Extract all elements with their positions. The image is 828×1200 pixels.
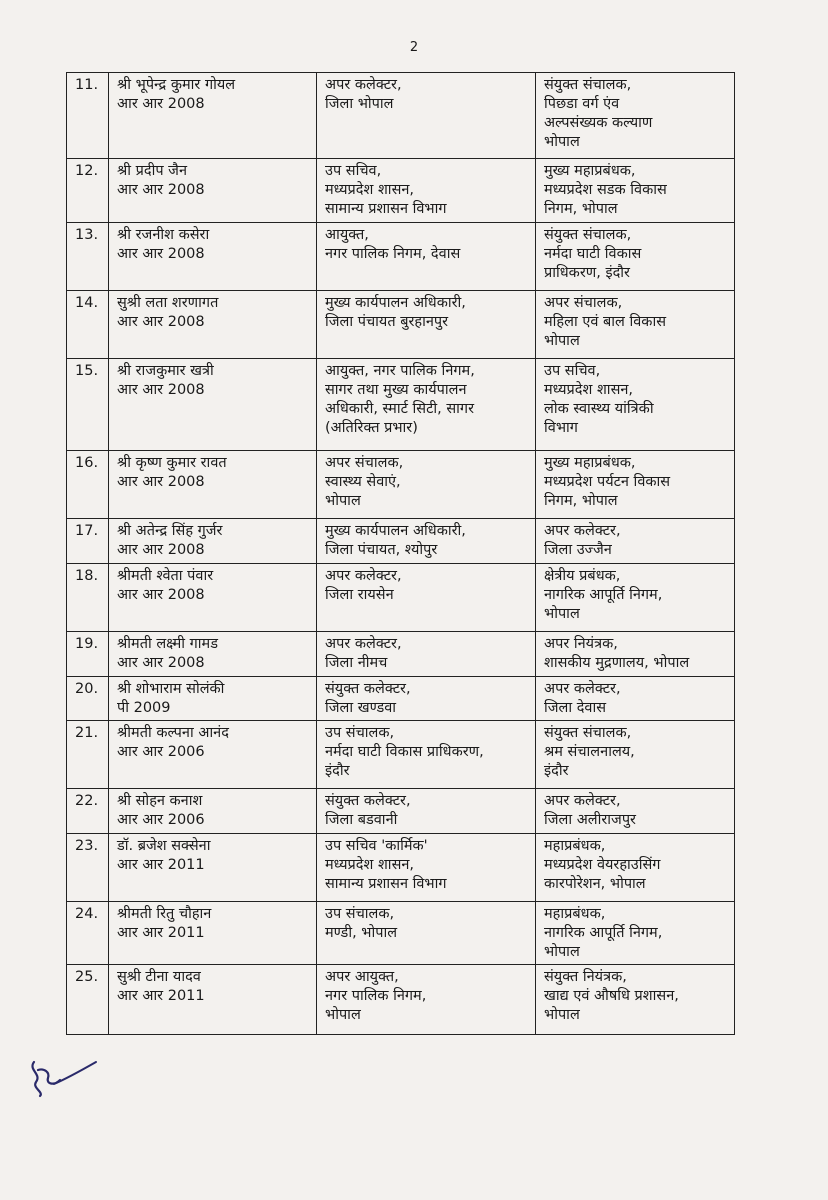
current-posting-cell (317, 73, 536, 159)
current-posting-line: आयुक्त, (325, 227, 369, 243)
current-posting-line: अपर कलेक्टर, (325, 77, 402, 93)
officer-name-line: आर आर 2008 (117, 182, 205, 198)
current-posting-line: मध्यप्रदेश शासन, (325, 857, 415, 873)
serial-number: 23. (67, 834, 109, 902)
new-posting-cell (536, 965, 735, 1035)
current-posting-line: उप सचिव, (325, 163, 382, 179)
officer-name-cell (109, 451, 317, 519)
current-posting-cell (317, 359, 536, 451)
serial-number: 16. (67, 451, 109, 519)
officer-name-line: आर आर 2008 (117, 314, 205, 330)
new-posting-line: संयुक्त नियंत्रक, (544, 969, 627, 985)
table-row (67, 291, 735, 359)
officer-name-cell (109, 564, 317, 632)
officer-name-line: श्रीमती रितु चौहान (117, 906, 212, 922)
new-posting-line: अपर संचालक, (544, 295, 623, 311)
officer-name-line: श्रीमती कल्पना आनंद (117, 725, 229, 741)
serial-number: 21. (67, 721, 109, 789)
new-posting-line: मध्यप्रदेश पर्यटन विकास (544, 474, 671, 490)
current-posting-cell (317, 291, 536, 359)
officer-name-line: आर आर 2011 (117, 857, 205, 873)
officer-name-cell (109, 677, 317, 721)
officer-name-cell (109, 223, 317, 291)
current-posting-cell (317, 965, 536, 1035)
current-posting-line: मुख्य कार्यपालन अधिकारी, (325, 295, 466, 311)
serial-number: 22. (67, 789, 109, 834)
current-posting-line: संयुक्त कलेक्टर, (325, 793, 411, 809)
officer-name-line: आर आर 2011 (117, 925, 205, 941)
new-posting-line: जिला उज्जैन (544, 542, 612, 558)
current-posting-cell (317, 451, 536, 519)
new-posting-line: महाप्रबंधक, (544, 906, 606, 922)
serial-number: 12. (67, 159, 109, 223)
officer-name-cell (109, 159, 317, 223)
new-posting-cell (536, 291, 735, 359)
table-row (67, 677, 735, 721)
current-posting-line: उप सचिव 'कार्मिक' (325, 838, 428, 854)
table-row (67, 73, 735, 159)
new-posting-cell (536, 564, 735, 632)
current-posting-cell (317, 902, 536, 965)
current-posting-line: जिला नीमच (325, 655, 388, 671)
new-posting-line: भोपाल (544, 333, 580, 349)
current-posting-cell (317, 223, 536, 291)
new-posting-line: मुख्य महाप्रबंधक, (544, 455, 636, 471)
new-posting-line: जिला देवास (544, 700, 607, 716)
new-posting-line: पिछडा वर्ग एंव (544, 96, 620, 112)
current-posting-line: सागर तथा मुख्य कार्यपालन (325, 382, 467, 398)
table-row (67, 789, 735, 834)
officer-name-cell (109, 902, 317, 965)
serial-number: 14. (67, 291, 109, 359)
officer-name-line: आर आर 2006 (117, 744, 205, 760)
new-posting-line: मध्यप्रदेश वेयरहाउसिंग (544, 857, 661, 873)
serial-number: 15. (67, 359, 109, 451)
new-posting-line: भोपाल (544, 1007, 580, 1023)
current-posting-line: अपर कलेक्टर, (325, 568, 402, 584)
new-posting-line: संयुक्त संचालक, (544, 725, 632, 741)
serial-number: 11. (67, 73, 109, 159)
current-posting-line: संयुक्त कलेक्टर, (325, 681, 411, 697)
new-posting-line: नर्मदा घाटी विकास (544, 246, 642, 262)
new-posting-line: नागरिक आपूर्ति निगम, (544, 925, 663, 941)
new-posting-cell (536, 789, 735, 834)
current-posting-line: अपर कलेक्टर, (325, 636, 402, 652)
officer-name-line: आर आर 2011 (117, 988, 205, 1004)
current-posting-line: जिला खण्डवा (325, 700, 397, 716)
new-posting-line: उप सचिव, (544, 363, 601, 379)
new-posting-cell (536, 677, 735, 721)
current-posting-line: जिला रायसेन (325, 587, 394, 603)
officer-name-line: श्री शोभाराम सोलंकी (117, 681, 225, 697)
officer-name-cell (109, 721, 317, 789)
officer-name-cell (109, 291, 317, 359)
table-row (67, 359, 735, 451)
new-posting-line: अपर कलेक्टर, (544, 681, 621, 697)
table-row (67, 564, 735, 632)
new-posting-line: खाद्य एवं औषधि प्रशासन, (544, 988, 679, 1004)
current-posting-line: मध्यप्रदेश शासन, (325, 182, 415, 198)
current-posting-line: सामान्य प्रशासन विभाग (325, 876, 447, 892)
new-posting-line: लोक स्वास्थ्य यांत्रिकी (544, 401, 654, 417)
current-posting-line: सामान्य प्रशासन विभाग (325, 201, 447, 217)
table-row (67, 519, 735, 564)
officer-name-line: आर आर 2008 (117, 587, 205, 603)
officer-name-line: श्रीमती लक्ष्मी गामड (117, 636, 218, 652)
new-posting-line: नागरिक आपूर्ति निगम, (544, 587, 663, 603)
serial-number: 19. (67, 632, 109, 677)
table-row (67, 223, 735, 291)
new-posting-cell (536, 632, 735, 677)
new-posting-line: श्रम संचालनालय, (544, 744, 635, 760)
officer-name-line: श्री भूपेन्द्र कुमार गोयल (117, 77, 236, 93)
officer-name-line: आर आर 2008 (117, 474, 205, 490)
officer-name-line: श्री अतेन्द्र सिंह गुर्जर (117, 523, 223, 539)
new-posting-cell (536, 834, 735, 902)
officer-name-cell (109, 632, 317, 677)
serial-number: 24. (67, 902, 109, 965)
officer-name-line: श्री रजनीश कसेरा (117, 227, 210, 243)
new-posting-line: भोपाल (544, 944, 580, 960)
officer-name-line: आर आर 2006 (117, 812, 205, 828)
new-posting-line: मुख्य महाप्रबंधक, (544, 163, 636, 179)
officer-name-line: श्री सोहन कनाश (117, 793, 203, 809)
new-posting-line: भोपाल (544, 134, 580, 150)
officer-name-line: आर आर 2008 (117, 96, 205, 112)
current-posting-cell (317, 519, 536, 564)
new-posting-cell (536, 73, 735, 159)
current-posting-cell (317, 632, 536, 677)
officer-name-line: पी 2009 (117, 700, 171, 716)
officer-name-line: सुश्री लता शरणागत (117, 295, 219, 311)
new-posting-cell (536, 159, 735, 223)
current-posting-line: अपर संचालक, (325, 455, 404, 471)
current-posting-line: उप संचालक, (325, 725, 395, 741)
current-posting-line: जिला भोपाल (325, 96, 394, 112)
current-posting-line: अधिकारी, स्मार्ट सिटी, सागर (325, 401, 475, 417)
current-posting-line: जिला बडवानी (325, 812, 398, 828)
current-posting-line: नर्मदा घाटी विकास प्राधिकरण, (325, 744, 484, 760)
new-posting-line: मध्यप्रदेश सडक विकास (544, 182, 667, 198)
current-posting-line: आयुक्त, नगर पालिक निगम, (325, 363, 475, 379)
serial-number: 25. (67, 965, 109, 1035)
officer-name-cell (109, 789, 317, 834)
new-posting-line: संयुक्त संचालक, (544, 227, 632, 243)
current-posting-line: भोपाल (325, 493, 361, 509)
current-posting-line: अपर आयुक्त, (325, 969, 399, 985)
new-posting-line: निगम, भोपाल (544, 201, 618, 217)
new-posting-line: अपर कलेक्टर, (544, 523, 621, 539)
current-posting-cell (317, 159, 536, 223)
new-posting-line: महाप्रबंधक, (544, 838, 606, 854)
current-posting-cell (317, 564, 536, 632)
new-posting-line: प्राधिकरण, इंदौर (544, 265, 630, 281)
officer-name-line: आर आर 2008 (117, 246, 205, 262)
current-posting-line: भोपाल (325, 1007, 361, 1023)
new-posting-cell (536, 451, 735, 519)
new-posting-line: शासकीय मुद्रणालय, भोपाल (544, 655, 690, 671)
current-posting-line: मण्डी, भोपाल (325, 925, 398, 941)
officer-name-cell (109, 965, 317, 1035)
table-row (67, 159, 735, 223)
serial-number: 17. (67, 519, 109, 564)
officer-name-cell (109, 834, 317, 902)
current-posting-line: (अतिरिक्त प्रभार) (325, 420, 418, 436)
table-row (67, 451, 735, 519)
new-posting-line: क्षेत्रीय प्रबंधक, (544, 568, 621, 584)
current-posting-line: नगर पालिक निगम, (325, 988, 427, 1004)
new-posting-line: अपर नियंत्रक, (544, 636, 618, 652)
table-row (67, 834, 735, 902)
new-posting-line: अल्पसंख्यक कल्याण (544, 115, 653, 131)
new-posting-cell (536, 721, 735, 789)
table-row (67, 632, 735, 677)
table-row (67, 721, 735, 789)
serial-number: 20. (67, 677, 109, 721)
serial-number: 13. (67, 223, 109, 291)
new-posting-cell (536, 359, 735, 451)
officer-name-line: आर आर 2008 (117, 542, 205, 558)
table-row (67, 902, 735, 965)
new-posting-cell (536, 902, 735, 965)
current-posting-line: इंदौर (325, 763, 350, 779)
new-posting-cell (536, 519, 735, 564)
new-posting-line: इंदौर (544, 763, 569, 779)
current-posting-cell (317, 834, 536, 902)
current-posting-line: उप संचालक, (325, 906, 395, 922)
serial-number: 18. (67, 564, 109, 632)
officer-name-line: श्री कृष्ण कुमार रावत (117, 455, 227, 471)
new-posting-line: महिला एवं बाल विकास (544, 314, 666, 330)
new-posting-line: मध्यप्रदेश शासन, (544, 382, 634, 398)
new-posting-cell (536, 223, 735, 291)
officer-name-line: डॉ. ब्रजेश सक्सेना (117, 838, 211, 854)
current-posting-cell (317, 677, 536, 721)
new-posting-line: निगम, भोपाल (544, 493, 618, 509)
officer-name-cell (109, 519, 317, 564)
current-posting-line: मुख्य कार्यपालन अधिकारी, (325, 523, 466, 539)
current-posting-line: स्वास्थ्य सेवाएं, (325, 474, 401, 490)
officer-name-line: श्री प्रदीप जैन (117, 163, 187, 179)
page-number: 2 (409, 40, 419, 55)
new-posting-line: कारपोरेशन, भोपाल (544, 876, 646, 892)
transfer-table (66, 72, 735, 1035)
signature (20, 1040, 110, 1110)
officer-name-line: आर आर 2008 (117, 655, 205, 671)
officer-name-line: आर आर 2008 (117, 382, 205, 398)
new-posting-line: संयुक्त संचालक, (544, 77, 632, 93)
officer-name-cell (109, 73, 317, 159)
current-posting-line: जिला पंचायत, श्योपुर (325, 542, 438, 558)
table-row (67, 965, 735, 1035)
officer-name-line: श्रीमती श्वेता पंवार (117, 568, 214, 584)
officer-name-line: सुश्री टीना यादव (117, 969, 201, 985)
new-posting-line: विभाग (544, 420, 578, 436)
current-posting-line: नगर पालिक निगम, देवास (325, 246, 461, 262)
new-posting-line: जिला अलीराजपुर (544, 812, 636, 828)
officer-name-cell (109, 359, 317, 451)
current-posting-cell (317, 721, 536, 789)
current-posting-line: जिला पंचायत बुरहानपुर (325, 314, 449, 330)
officer-name-line: श्री राजकुमार खत्री (117, 363, 214, 379)
new-posting-line: भोपाल (544, 606, 580, 622)
current-posting-cell (317, 789, 536, 834)
transfer-table-body (67, 73, 735, 1035)
new-posting-line: अपर कलेक्टर, (544, 793, 621, 809)
